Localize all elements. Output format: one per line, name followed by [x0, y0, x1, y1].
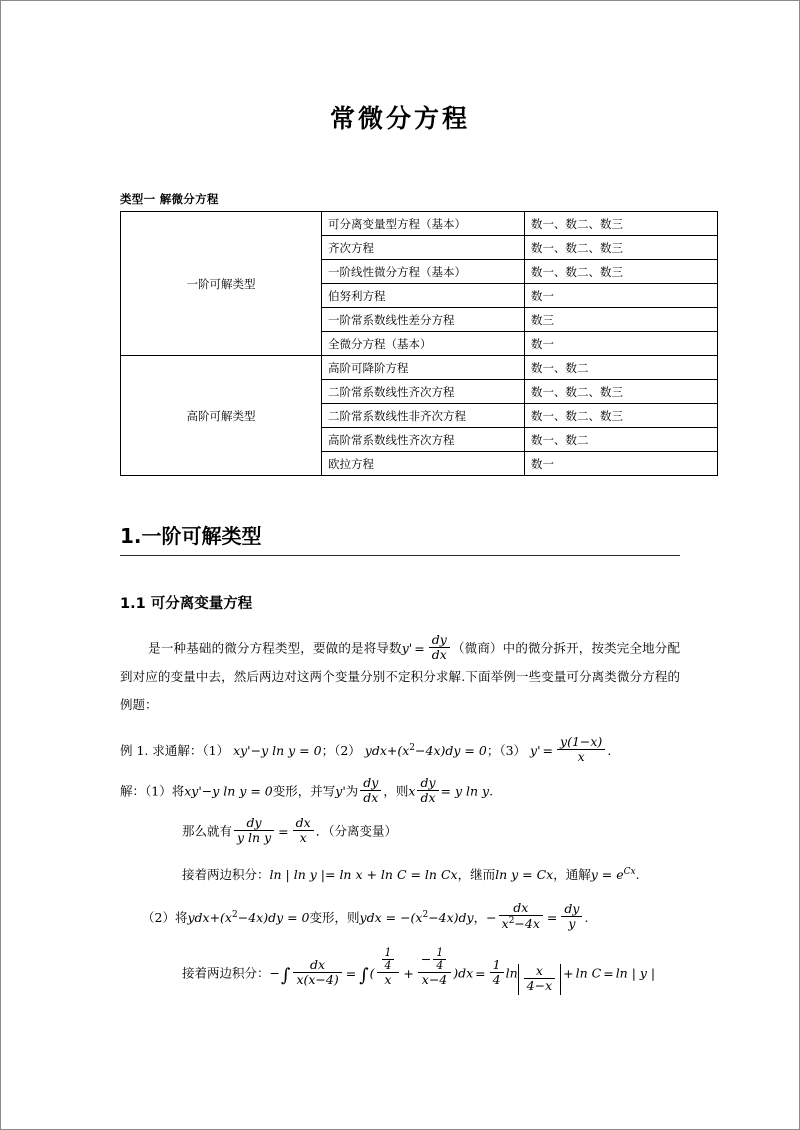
example-equation-3-lhs: y'	[530, 742, 541, 758]
paren-open: (	[369, 965, 375, 981]
integral-sign-icon-2: ∫	[359, 964, 369, 986]
solution-text-c: 为	[345, 783, 359, 799]
integration-line-2	[120, 933, 680, 995]
solution-part-1-line	[120, 766, 680, 807]
example-equation-1: xy'−y ln y = 0	[233, 742, 322, 758]
sol2-eq2-part-a: ydx = −(x	[359, 909, 423, 925]
paragraph-text-part1: 是一种基础的微分方程类型，要做的是将导数	[148, 640, 402, 656]
den-part-a: x	[501, 916, 509, 932]
den-exponent: 2	[508, 916, 515, 927]
ln-operator: ln	[505, 965, 518, 981]
solution-yprime: y'	[335, 783, 346, 799]
fraction-dy-dx-sol2	[417, 776, 438, 805]
example-number-1: （1）	[202, 742, 230, 758]
exam-cell: 数一、数二、数三	[525, 404, 718, 428]
fraction-numerator	[377, 947, 400, 973]
den-part-c: x	[532, 916, 540, 932]
den-part-b: −4	[514, 916, 533, 932]
integration-mid-2: ，通解	[553, 866, 591, 882]
fraction-numerator: dy	[234, 816, 274, 831]
exam-cell: 数一	[525, 284, 718, 308]
example-equation-2	[365, 743, 487, 758]
solution2-equation-2	[360, 910, 474, 925]
fraction-numerator: dy	[561, 902, 582, 917]
fraction-denominator: x−4	[421, 972, 448, 988]
subsection-heading-1-1: 1.1 可分离变量方程	[120, 596, 253, 612]
fraction-numerator: dy	[360, 776, 381, 791]
fraction-x-over-4minusx	[524, 964, 555, 993]
fraction-numerator: dx	[293, 958, 341, 973]
fraction-denominator: dx	[431, 647, 447, 662]
plus-sign-int-2: +	[563, 965, 574, 981]
sep-lead: 那么就有	[182, 823, 233, 839]
eq2-exponent: 2	[409, 742, 416, 753]
fraction-dy-over-y	[561, 902, 582, 931]
paragraph-text-part2: （微商）中的微分拆开，按类完全地分配到对应的变量中去，然后两边对这两个变量分别不定积分求解.下面举例一些变量可分离类微分方程的例题：	[120, 640, 680, 712]
ln-c-term: ln C	[575, 965, 602, 981]
kind-cell: 伯努利方程	[322, 284, 525, 308]
solution-lead: 解：	[120, 783, 146, 799]
fraction-denominator: 4	[492, 972, 501, 988]
example-number-3: （3）	[499, 742, 527, 758]
example-1-statement	[120, 719, 680, 766]
category-cell-higher-order: 高阶可解类型	[121, 356, 322, 476]
nested-numerator: 1	[433, 947, 446, 960]
example-sep-2: ；	[486, 742, 500, 758]
equals-sign-int-1: =	[345, 965, 357, 981]
example-sep-1: ；	[321, 742, 335, 758]
exam-cell: 数一、数二、数三	[525, 212, 718, 236]
fraction-y1x-over-x	[557, 735, 605, 764]
integration-line-1	[120, 847, 680, 890]
period-eq3: .	[607, 742, 612, 758]
kind-cell: 二阶常系数线性非齐次方程	[322, 404, 525, 428]
solution-x-factor: x	[408, 783, 416, 799]
fraction-dx-over-x2-4x	[499, 901, 543, 931]
integral-sign-icon: ∫	[281, 964, 291, 986]
intro-paragraph	[120, 613, 680, 719]
fraction-numerator: y(1−x)	[557, 735, 605, 750]
fraction-denominator	[499, 916, 543, 931]
equals-sign-sep: =	[278, 823, 289, 839]
example-number-2: （2）	[334, 742, 361, 758]
fraction-denominator: dx	[420, 789, 436, 805]
solution-equation-rest: = y ln y	[440, 783, 490, 799]
exam-cell: 数一、数二	[525, 356, 718, 380]
solution-text-a: 将	[171, 783, 185, 799]
integration-lead-1: 接着两边积分：	[182, 866, 270, 882]
exam-cell: 数一、数二、数三	[525, 380, 718, 404]
fraction-numerator: dx	[293, 816, 314, 831]
fraction-denominator: y	[568, 916, 576, 932]
kind-cell: 齐次方程	[322, 236, 525, 260]
fraction-denominator: x	[299, 830, 307, 846]
inline-math-yprime: y'	[401, 640, 413, 656]
fraction-dx-over-xx4	[293, 958, 341, 987]
general-solution-exponent: Cx	[623, 866, 636, 877]
eq2-part-b: −4x)dy = 0	[415, 742, 487, 758]
fraction-denominator: 4−x	[526, 978, 553, 994]
absolute-value-bars	[518, 964, 561, 995]
nested-fraction-quarter	[382, 947, 395, 972]
exam-cell: 数一、数二、数三	[525, 260, 718, 284]
solution-part-2-line	[120, 890, 680, 933]
kind-cell: 全微分方程（基本）	[322, 332, 525, 356]
plus-sign-int: +	[403, 965, 414, 981]
integration-result-2: ln y = Cx	[495, 866, 554, 882]
fraction-numerator	[418, 947, 451, 973]
solution2-text-a: 将	[174, 909, 188, 925]
kind-cell: 一阶常系数线性差分方程	[322, 308, 525, 332]
sol2-eq-part-b: −4x)dy = 0	[237, 909, 310, 925]
nested-numerator: 1	[382, 947, 395, 960]
exam-cell: 数一	[525, 332, 718, 356]
minus-sign-sol2: −	[486, 909, 497, 925]
equals-sign: =	[414, 640, 425, 656]
integration-result-1: ln | ln y |= ln x + ln C = ln Cx	[269, 866, 458, 882]
kind-cell: 可分离变量型方程（基本）	[322, 212, 525, 236]
solution-period-1: .	[489, 783, 494, 799]
equals-sign-sol2: =	[546, 909, 558, 925]
neg-sign: −	[420, 951, 432, 967]
exam-cell: 数一、数二	[525, 428, 718, 452]
dx-differential: dx	[458, 965, 474, 981]
solution2-text-c: ，	[473, 909, 487, 925]
separation-of-variables-line	[120, 806, 680, 847]
sep-note: ．（分离变量）	[315, 823, 397, 839]
equation-classification-table	[120, 211, 718, 476]
solution-text-d: ，则	[383, 783, 409, 799]
fraction-dy-over-ylny	[234, 816, 274, 845]
minus-sign-int: −	[269, 965, 280, 981]
fraction-dx-over-x	[293, 816, 314, 845]
solution2-equation	[187, 910, 309, 925]
kind-cell: 高阶可降阶方程	[322, 356, 525, 380]
kind-cell: 一阶线性微分方程（基本）	[322, 260, 525, 284]
fraction-numerator: dy	[429, 633, 450, 648]
exam-cell: 数三	[525, 308, 718, 332]
fraction-denominator: y ln y	[237, 830, 272, 846]
fraction-numerator: x	[524, 964, 555, 979]
fraction-one-quarter-coef	[490, 958, 504, 987]
general-solution-1	[591, 867, 636, 882]
kind-cell: 高阶常系数线性齐次方程	[322, 428, 525, 452]
fraction-denominator: x	[577, 749, 585, 765]
exam-cell: 数一、数二、数三	[525, 236, 718, 260]
period-sol1: .	[635, 866, 640, 882]
solution2-text-b: 变形，则	[309, 909, 360, 925]
category-cell-first-order: 一阶可解类型	[121, 212, 322, 356]
equals-sign-int-2: =	[475, 965, 486, 981]
fraction-numerator: 1	[490, 958, 504, 973]
example-lead: 例 1. 求通解：	[120, 742, 203, 758]
nested-denominator: 4	[384, 959, 392, 972]
kind-cell: 二阶常系数线性齐次方程	[322, 380, 525, 404]
fraction-negquarter-over-xminus4	[418, 947, 451, 987]
ln-abs-y-term: ln | y |	[615, 965, 656, 981]
sol2-eq-part-a: ydx+(x	[187, 909, 232, 925]
fraction-dy-dx-sol	[360, 776, 381, 805]
page-content	[120, 1, 680, 995]
section-heading-1: 1.一阶可解类型	[120, 476, 680, 556]
sol2-exponent: 2	[231, 909, 238, 920]
type-label: 类型一 解微分方程	[120, 192, 219, 206]
equals-sign-eq3: =	[542, 742, 554, 758]
eq2-part-a: ydx+(x	[364, 742, 410, 758]
fraction-numerator: dy	[417, 776, 438, 791]
fraction-denominator: x(x−4)	[296, 972, 339, 988]
solution-number-1: （1）	[145, 783, 172, 799]
solution-text-b: 变形，并写	[272, 783, 336, 799]
fraction-quarter-over-x	[377, 947, 400, 987]
equals-sign-int-3: =	[603, 965, 614, 981]
exam-cell: 数一	[525, 452, 718, 476]
nested-denominator: 4	[436, 959, 444, 972]
sol2-eq2-part-b: −4x)dy	[428, 909, 474, 925]
fraction-denominator: x	[384, 972, 392, 988]
kind-cell: 欧拉方程	[322, 452, 525, 476]
page-title: 常微分方程	[329, 104, 470, 133]
fraction-dy-dx	[429, 633, 450, 662]
general-solution-lhs: y = e	[590, 866, 624, 882]
integration-lead-2: 接着两边积分：	[182, 965, 270, 981]
integration-mid-1: ，继而	[457, 866, 496, 882]
table-row	[121, 356, 718, 380]
fraction-numerator: dx	[499, 901, 543, 916]
period-sol2: .	[584, 909, 589, 925]
solution-number-2: （2）	[142, 909, 175, 925]
table-row	[121, 212, 718, 236]
sol2-eq2-exponent: 2	[422, 909, 429, 920]
nested-fraction-quarter-2	[433, 947, 446, 972]
solution-equation-1: xy'−y ln y = 0	[184, 783, 273, 799]
paren-close: )	[453, 965, 459, 981]
fraction-denominator: dx	[363, 789, 379, 805]
